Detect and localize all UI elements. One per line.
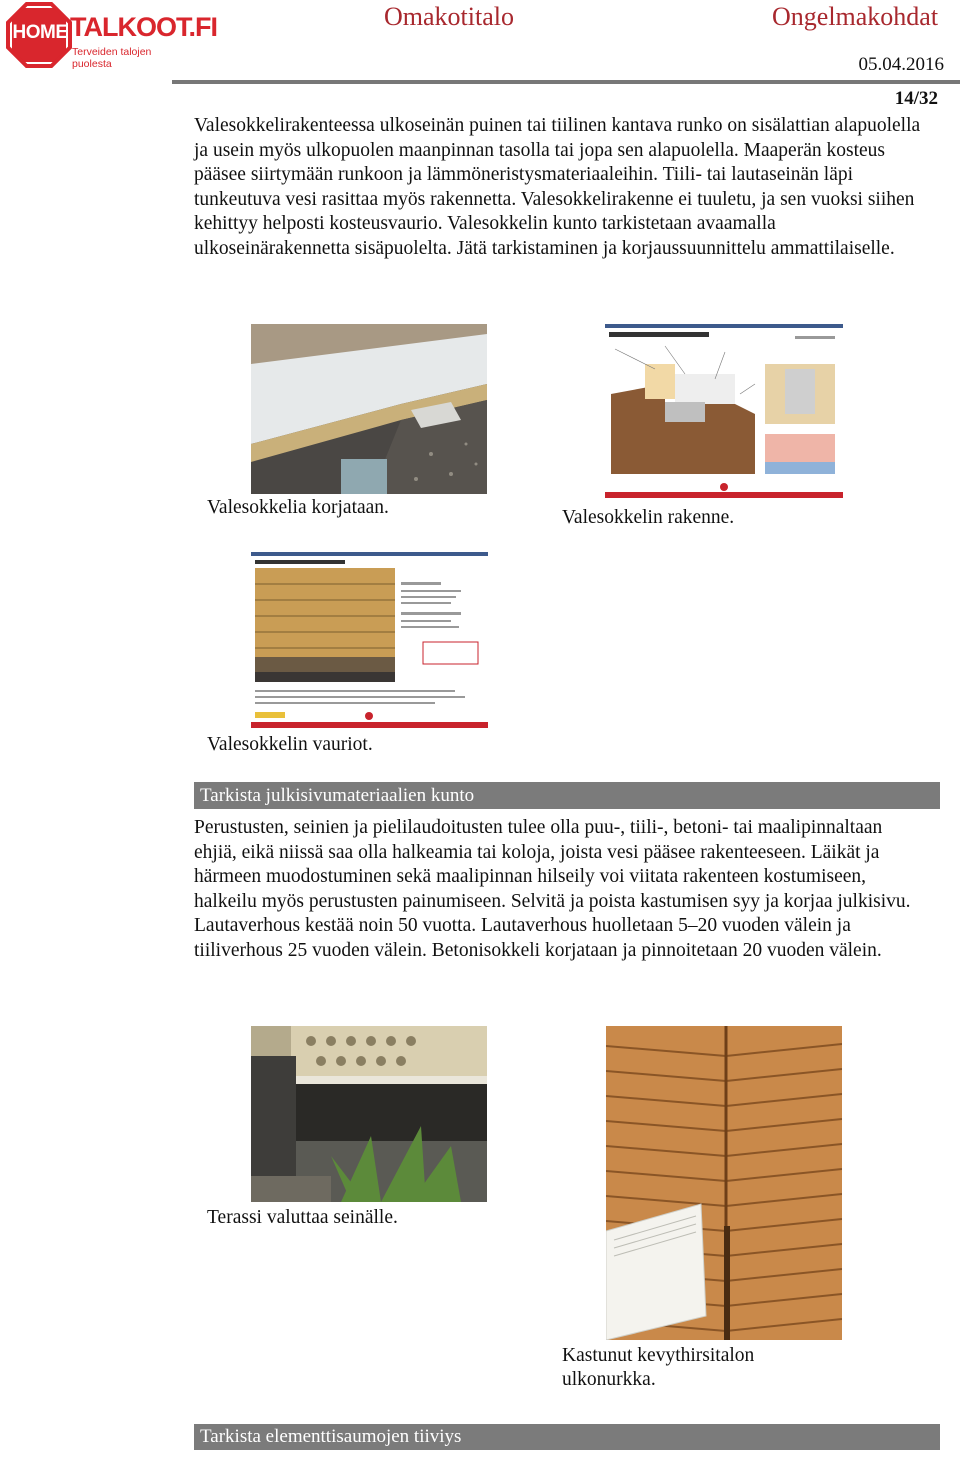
fig4-caption: Terassi valuttaa seinälle. — [207, 1207, 398, 1228]
logo-home-text: HOME — [12, 22, 68, 43]
header-divider — [172, 80, 960, 84]
photo-log-house-corner — [606, 1026, 842, 1340]
diagram-valesokkeli-damage — [251, 552, 488, 730]
section-title-julkisivu: Tarkista julkisivumateriaalien kunto — [194, 782, 940, 809]
fig3-caption: Valesokkelin vauriot. — [207, 734, 373, 755]
fig1-caption: Valesokkelia korjataan. — [207, 497, 389, 518]
logo-tagline: Terveiden talojen puolesta — [72, 46, 152, 70]
diagram-valesokkeli-structure — [605, 324, 843, 502]
header-section: Ongelmakohdat — [772, 2, 939, 31]
home-talkoot-logo[interactable] — [6, 2, 217, 70]
section1-paragraph: Perustusten, seinien ja pielilaudoitusten tulee olla puu-, tiili-, betoni- tai maalipinnaltaan ehjiä, eikä niissä saa olla halkeamia tai koloja, joista vesi pääsee rakenteeseen. Läikät ja härmeen muodostuminen sekä maalipinnan hilseily voi viitata rakenteen kostumiseen, halkeilu myös perustusten painumiseen. Selvitä ja poista kastumisen syy ja korjaa julkisivu. Lautaverhous kestää noin 50 vuotta. Lautaverhous huolletaan 5–20 vuoden välein ja tiiliverhous 25 vuoden välein. Betonisokkeli korjataan ja pinnoitetaan 20 vuoden välein. — [194, 817, 911, 961]
photo-valesokkeli-repair — [251, 324, 487, 494]
section-title-elementtisaumat: Tarkista elementtisaumojen tiiviys — [194, 1424, 940, 1450]
fig5-caption-line1: Kastunut kevythirsitalon — [562, 1345, 755, 1366]
fig2-caption: Valesokkelin rakenne. — [562, 507, 735, 528]
intro-paragraph: Valesokkelirakenteessa ulkoseinän puinen tai tiilinen kantava runko on sisälattian alapuolella ja usein myös ulkopuolen maanpinnan tasolla tai jopa sen alapuolella. Maaperän kosteus pääsee siirtymään runkoon ja lämmöneristysmateriaaleihin. Tiili- tai lautaseinän läpi tunkeutuva vesi rasittaa myös rakennetta. Valesokkelirakenne ei tuuletu, ja sen vuoksi siihen kehittyy helposti kosteusvaurio. Valesokkelin kunto tarkistetaan avaamalla ulkoseinärakennetta sisäpuolelta. Jätä tarkistaminen ja korjaussuunnittelu ammattilaiselle. — [194, 115, 921, 259]
photo-terrace-wall — [251, 1026, 487, 1202]
logo-talkoot-text: TALKOOT.FI — [70, 12, 217, 42]
fig5-caption-line2: ulkonurkka. — [562, 1369, 656, 1390]
header-date: 05.04.2016 — [858, 54, 944, 75]
page-number: 14/32 — [894, 88, 938, 109]
header-category: Omakotitalo — [384, 2, 514, 31]
